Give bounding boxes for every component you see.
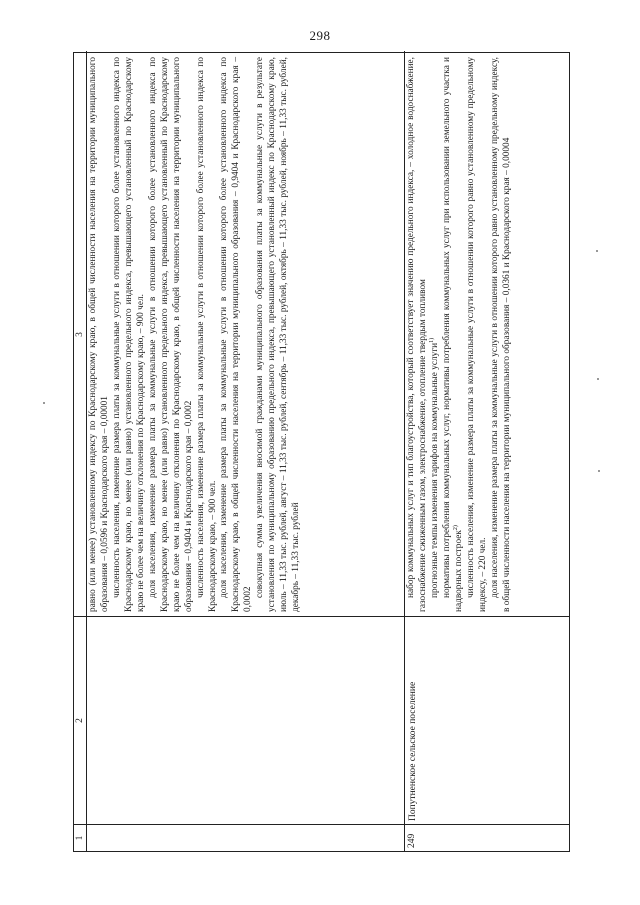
indicator-line: доля населения, изменение размера платы за коммунальные услуги в отношении которого равно установленному предельному индексу, в общей численности населения на территории муниципального образования – 0,0361 и Краснодарского края – 0,00004 <box>489 57 512 612</box>
settlement-name <box>87 616 404 824</box>
scan-speck <box>596 250 598 252</box>
indicator-text <box>405 53 569 616</box>
footnote-marker: 2) <box>452 525 459 531</box>
table-row <box>405 51 569 851</box>
indicator-line: доля населения, изменение размера платы за коммунальные услуги в отношении которого более установленного индекса по Краснодарскому краю, но менее (или равно) установленного предельного индекса, превышающего установленный по Краснодарскому краю не более чем на величину отклонения по Краснодарскому краю, в общей численности населения на территории муниципального образования – 0,9404 и Краснодарского края – 0,0002 <box>147 57 194 612</box>
header-col-1: 1 <box>74 824 86 851</box>
row-number <box>87 824 404 851</box>
indicator-line: совокупная сумма увеличения вносимой гражданами муниципального образования платы за коммунальные услуги в результате установления по муниципальному образованию предельного индекса, превышающего установленный индекс по Краснодарскому краю, июль – 11,33 тыс. рублей, август – 11,33 тыс. рублей, сентябрь – 11,33 тыс. рублей, октябрь – 11,33 тыс. рублей, ноябрь – 11,33 тыс. рублей, декабрь – 11,33 тыс. рублей <box>255 57 302 612</box>
settlement-name: Попутненское сельское поселение <box>405 616 569 824</box>
page-number: 298 <box>309 28 331 43</box>
row-number: 249 <box>405 824 569 851</box>
header-col-2: 2 <box>74 616 86 824</box>
utility-index-table <box>73 52 570 852</box>
scan-speck <box>43 402 45 404</box>
scan-speck <box>598 470 600 472</box>
footnote-marker: 1) <box>428 337 435 343</box>
indicator-line: набор коммунальных услуг и тип благоустройства, который соответствует значению предельного индекса, – холодное водоснабжение, газоснабжение сжиженным газом, электроснабжение, отопление твердым топливом <box>406 57 428 612</box>
indicator-line <box>442 57 466 612</box>
table-header-row <box>74 51 87 851</box>
indicator-line-text: прогнозные темпы изменения тарифов на коммунальные услуги <box>429 342 440 598</box>
indicator-line: численность населения, изменение размера платы за коммунальные услуги в отношении которого более установленного индекса по Краснодарскому краю, но менее (или равно) установленного предельного индекса, превышающего установленный по Краснодарскому краю не более чем на величину отклонения по Краснодарскому краю, – 900 чел. <box>111 57 146 612</box>
indicator-line: доля населения, изменение размера платы за коммунальные услуги в отношении которого более установленного индекса по Краснодарскому краю, в общей численности населения на территории муниципального образования – 0,9404 и Краснодарского края – 0,0002 <box>219 57 254 612</box>
table-row <box>87 51 405 851</box>
header-col-3: 3 <box>75 332 85 337</box>
rotated-table-wrapper <box>73 52 570 852</box>
indicator-line: численность населения, изменение размера платы за коммунальные услуги в отношении которого более установленного индекса по Краснодарскому краю, – 900 чел. <box>195 57 218 612</box>
indicator-text <box>87 53 404 616</box>
indicator-line: равно (или менее) установленному индексу по Краснодарскому краю, в общей численности населения на территории муниципального образования – 0,0596 и Краснодарского края – 0,00001 <box>88 57 110 612</box>
scan-speck <box>597 378 599 380</box>
indicator-line <box>430 57 442 612</box>
indicator-line: численность населения, изменение размера платы за коммунальные услуги в отношении которого равно установленному предельному индексу, – 220 чел. <box>465 57 488 612</box>
indicator-line-text: нормативы потребления коммунальных услуг, нормативы потребления коммунальных услуг при использовании земельного участка и надворных построек <box>441 57 464 612</box>
